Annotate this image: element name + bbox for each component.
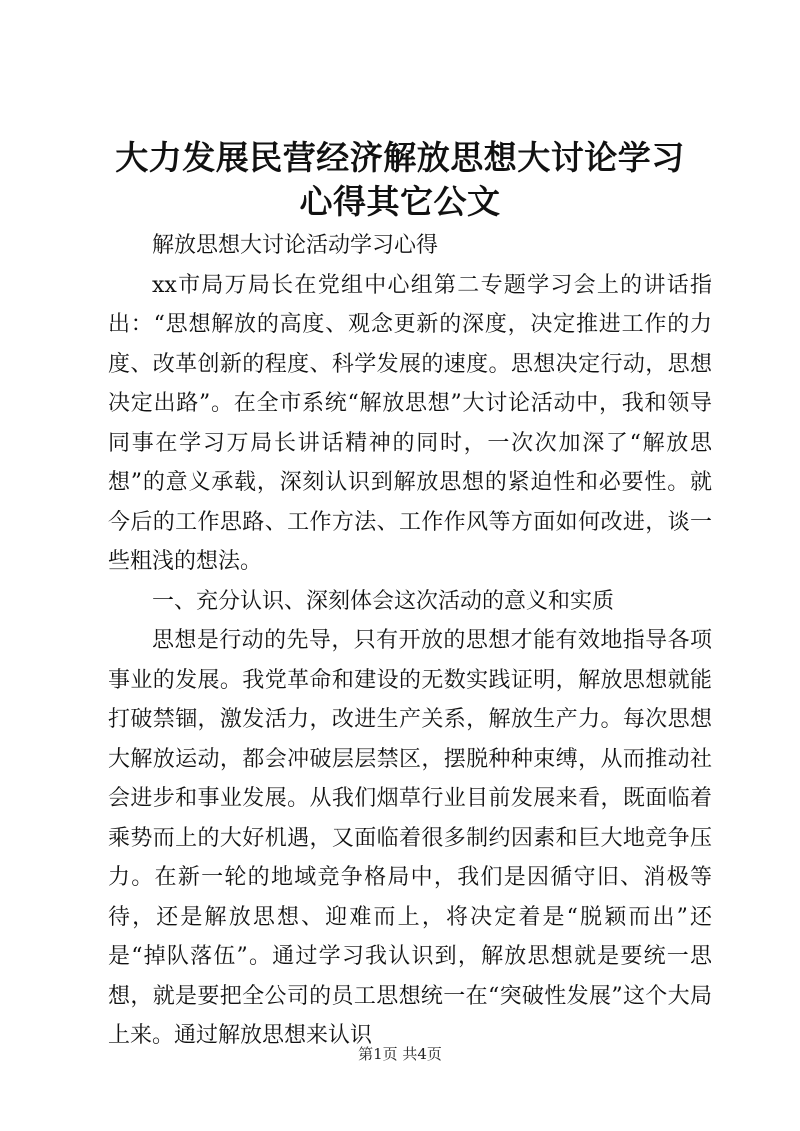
document-body xyxy=(108,226,712,1056)
page-footer: 第1页 共4页 xyxy=(358,1045,442,1063)
paragraph-1: xx市局万局长在党组中心组第二专题学习会上的讲话指出：“思想解放的高度、观念更新的深度，决定推进工作的力度、改革创新的程度、科学发展的速度。思想决定行动，思想决定出路”。在全市系统“解放思想”大讨论活动中，我和领导同事在学习万局长讲话精神的同时，一次次加深了“解放思想”的意义承载，深刻认识到解放思想的紧迫性和必要性。就今后的工作思路、工作方法、工作作风等方面如何改进，谈一些粗浅的想法。 xyxy=(108,272,712,574)
document-title: 大力发展民营经济解放思想大讨论学习心得其它公文 xyxy=(115,138,685,221)
paragraph-section-heading: 一、充分认识、深刻体会这次活动的意义和实质 xyxy=(152,588,615,614)
paragraph-subtitle: 解放思想大讨论活动学习心得 xyxy=(152,233,439,258)
paragraph-2: 思想是行动的先导，只有开放的思想才能有效地指导各项事业的发展。我党革命和建设的无数实践证明，解放思想就能打破禁锢，激发活力，改进生产关系，解放生产力。每次思想大解放运动，都会冲破层层禁区，摆脱种种束缚，从而推动社会进步和事业发展。从我们烟草行业目前发展来看，既面临着乘势而上的大好机遇，又面临着很多制约因素和巨大地竞争压力。在新一轮的地域竞争格局中，我们是因循守旧、消极等待，还是解放思想、迎难而上，将决定着是“脱颖而出”还是“掉队落伍”。通过学习我认识到，解放思想就是要统一思想，就是要把全公司的员工思想统一在“突破性发展”这个大局上来。通过解放思想来认识 xyxy=(108,628,712,1048)
